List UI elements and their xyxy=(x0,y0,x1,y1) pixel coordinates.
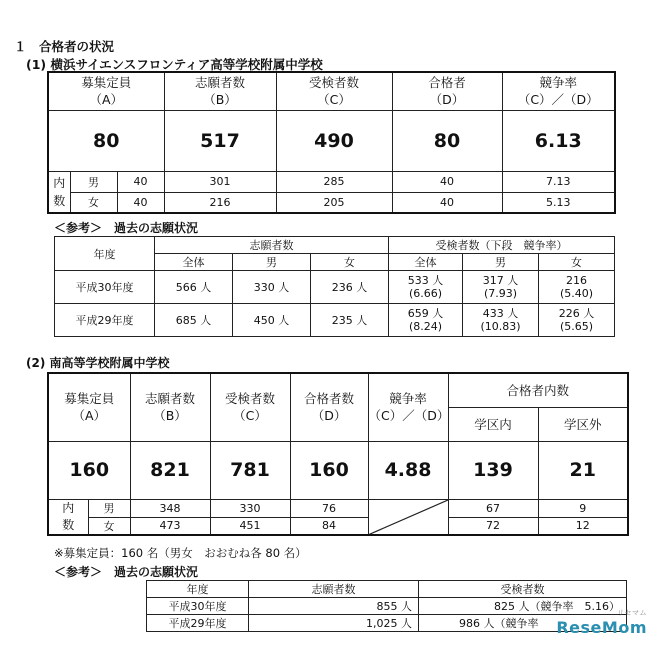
s2-breakdown-label: 内 数 xyxy=(48,499,88,535)
s1-ref-ex-all: 全体 xyxy=(389,254,463,271)
s1-male-passed: 40 xyxy=(392,171,502,192)
s2-male-examinees: 330 xyxy=(210,499,290,517)
s2-total-pass-in: 139 xyxy=(448,441,538,499)
s1-ref-examinees-header: 受検者数（下段 競争率） xyxy=(389,237,615,254)
s2-male-passed: 76 xyxy=(290,499,368,517)
s1-female-passed: 40 xyxy=(392,192,502,213)
s2-header-pass-in: 学区内 xyxy=(448,407,538,441)
s1-female-applicants: 216 xyxy=(164,192,276,213)
s1-total-quota: 80 xyxy=(48,110,164,171)
s1-female-ratio: 5.13 xyxy=(502,192,615,213)
s1-ref-title: ＜参考＞ 過去の志願状況 xyxy=(54,221,199,235)
s2-ref-row: 平成29年度 1,025 人 986 人（競争率 xyxy=(147,615,627,632)
s2-ref-table xyxy=(146,580,627,632)
s2-total-quota: 160 xyxy=(48,441,130,499)
s1-ref-table xyxy=(54,236,615,337)
s2-male-pass-out: 9 xyxy=(538,499,628,517)
school1-title: (1) 横浜サイエンスフロンティア高等学校附属中学校 xyxy=(26,57,323,72)
s1-ref-app-all: 全体 xyxy=(155,254,233,271)
s2-total-pass-out: 21 xyxy=(538,441,628,499)
s2-female-pass-out: 12 xyxy=(538,517,628,535)
s1-female-quota: 40 xyxy=(117,192,164,213)
s1-ref-year-header: 年度 xyxy=(55,237,155,271)
school2-main-table xyxy=(47,372,629,536)
s1-ref-app-male: 男 xyxy=(233,254,311,271)
s1-total-passed: 80 xyxy=(392,110,502,171)
s1-female-examinees: 205 xyxy=(276,192,392,213)
s1-header-quota: 募集定員 （A） xyxy=(48,72,164,110)
s1-ref-app-female: 女 xyxy=(311,254,389,271)
s2-header-examinees: 受検者数 （C） xyxy=(210,373,290,441)
s1-breakdown-label: 内 数 xyxy=(48,171,70,213)
s2-total-ratio: 4.88 xyxy=(368,441,448,499)
s1-male-quota: 40 xyxy=(117,171,164,192)
s1-ref-row: 平成29年度 685 人 450 人 235 人 659 人 (8.24) 433 人 (10.83) 226 人 (5.65) xyxy=(55,304,615,337)
s1-ref-applicants-header: 志願者数 xyxy=(155,237,389,254)
s2-gender-male: 男 xyxy=(88,499,130,517)
section-title: １ 合格者の状況 xyxy=(14,39,115,54)
s1-total-examinees: 490 xyxy=(276,110,392,171)
s1-male-ratio: 7.13 xyxy=(502,171,615,192)
s2-total-applicants: 821 xyxy=(130,441,210,499)
s2-male-applicants: 348 xyxy=(130,499,210,517)
school1-main-table xyxy=(47,71,616,214)
s1-header-examinees: 受検者数 （C） xyxy=(276,72,392,110)
s1-male-applicants: 301 xyxy=(164,171,276,192)
s1-ref-row: 平成30年度 566 人 330 人 236 人 533 人 (6.66) 317 人 (7.93) 216 (5.40) xyxy=(55,271,615,304)
s2-ratio-blank-cell xyxy=(368,499,448,535)
s1-ref-ex-female: 女 xyxy=(539,254,615,271)
school2-title: (2) 南高等学校附属中学校 xyxy=(26,356,170,370)
s1-header-ratio: 競争率 （C）／（D） xyxy=(502,72,615,110)
s2-total-examinees: 781 xyxy=(210,441,290,499)
s2-male-pass-in: 67 xyxy=(448,499,538,517)
s2-female-applicants: 473 xyxy=(130,517,210,535)
s2-total-passed: 160 xyxy=(290,441,368,499)
s2-header-applicants: 志願者数 （B） xyxy=(130,373,210,441)
s2-ref-title: ＜参考＞ 過去の志願状況 xyxy=(54,565,199,579)
s2-female-pass-in: 72 xyxy=(448,517,538,535)
s1-male-examinees: 285 xyxy=(276,171,392,192)
s1-gender-female: 女 xyxy=(70,192,117,213)
s2-female-passed: 84 xyxy=(290,517,368,535)
s2-header-pass-out: 学区外 xyxy=(538,407,628,441)
resemom-watermark-logo: リセマム ReseMom xyxy=(556,609,647,637)
s2-female-examinees: 451 xyxy=(210,517,290,535)
s1-total-ratio: 6.13 xyxy=(502,110,615,171)
s2-header-pass-group: 合格者内数 xyxy=(448,373,628,407)
s2-ref-examinees-header: 受検者数 xyxy=(419,581,627,598)
s1-ref-ex-male: 男 xyxy=(463,254,539,271)
s2-footnote: ※募集定員：160 名（男女 おおむね各 80 名） xyxy=(54,546,307,560)
diagonal-slash xyxy=(369,500,448,535)
s2-ref-applicants-header: 志願者数 xyxy=(249,581,419,598)
s1-header-passed: 合格者 （D） xyxy=(392,72,502,110)
s1-gender-male: 男 xyxy=(70,171,117,192)
s2-header-ratio: 競争率 （C）／（D） xyxy=(368,373,448,441)
s2-header-passed: 合格者数 （D） xyxy=(290,373,368,441)
s2-gender-female: 女 xyxy=(88,517,130,535)
s2-ref-row: 平成30年度 855 人 825 人（競争率 5.16） xyxy=(147,598,627,615)
s1-header-applicants: 志願者数 （B） xyxy=(164,72,276,110)
s2-header-quota: 募集定員 （A） xyxy=(48,373,130,441)
s2-ref-year-header: 年度 xyxy=(147,581,249,598)
s1-total-applicants: 517 xyxy=(164,110,276,171)
